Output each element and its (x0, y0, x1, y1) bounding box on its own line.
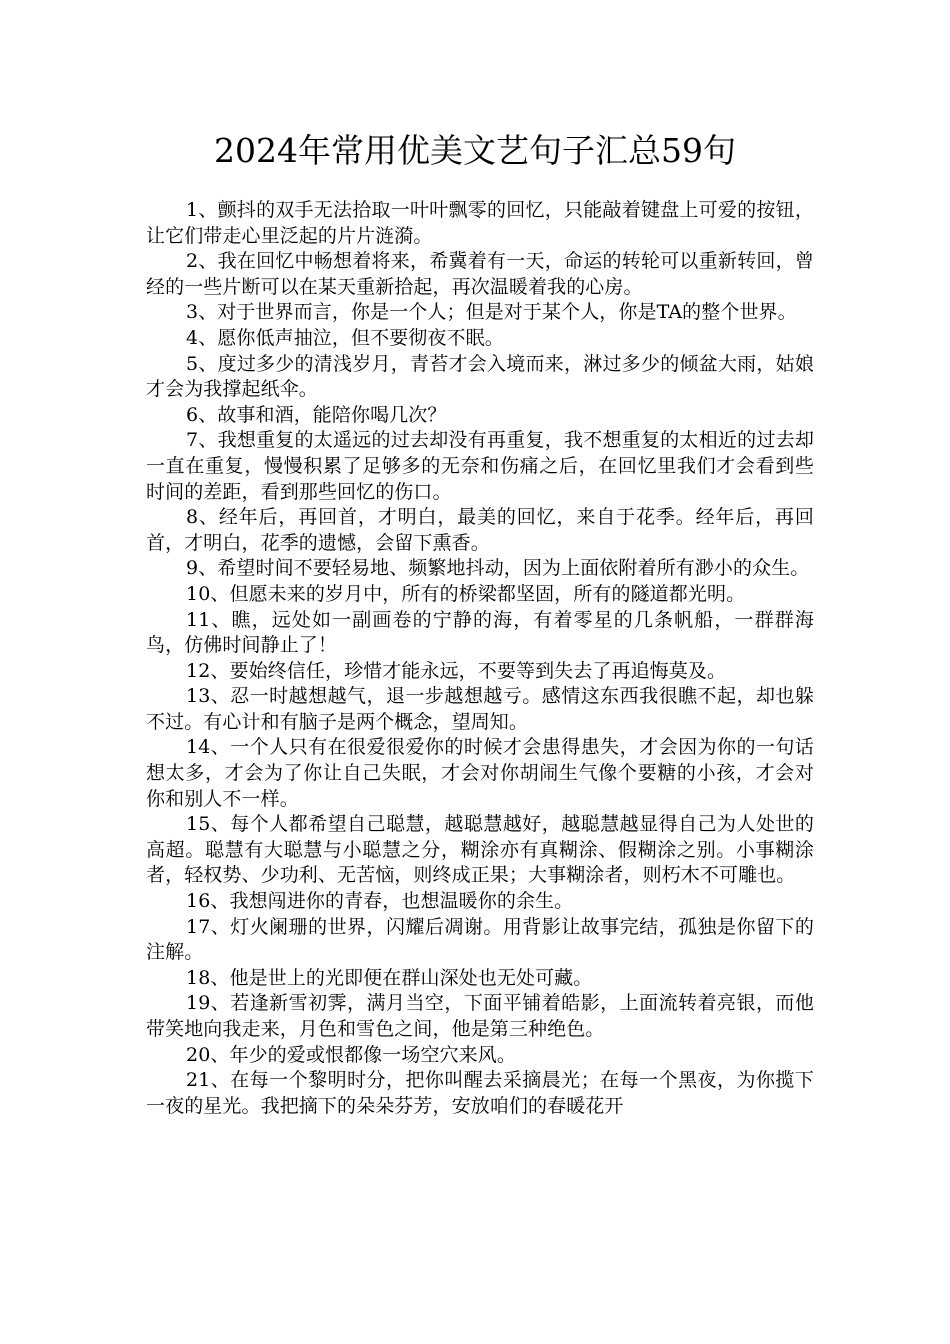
paragraph: 14、一个人只有在很爱很爱你的时候才会患得患失，才会因为你的一句话想太多，才会为了你让自己失眠，才会对你胡闹生气像个要糖的小孩，才会对你和别人不一样。 (146, 736, 814, 810)
paragraph: 11、瞧，远处如一副画卷的宁静的海，有着零星的几条帆船，一群群海鸟，仿佛时间静止了！ (146, 608, 814, 657)
paragraph: 10、但愿未来的岁月中，所有的桥梁都坚固，所有的隧道都光明。 (186, 582, 746, 605)
paragraph: 5、度过多少的清浅岁月，青苔才会入境而来，淋过多少的倾盆大雨，姑娘才会为我撑起纸伞。 (146, 352, 814, 401)
paragraph: 21、在每一个黎明时分，把你叫醒去采摘晨光；在每一个黑夜，为你揽下一夜的星光。我把摘下的朵朵芬芳，安放咱们的春暖花开 (146, 1069, 814, 1117)
paragraph: 6、故事和酒，能陪你喝几次？ (186, 403, 447, 426)
paragraph: 1、颤抖的双手无法拾取一叶叶飘零的回忆，只能敲着键盘上可爱的按钮，让它们带走心里泛起的片片涟漪。 (146, 199, 814, 247)
paragraph: 7、我想重复的太遥远的过去却没有再重复，我不想重复的太相近的过去却一直在重复，慢慢积累了足够多的无奈和伤痛之后，在回忆里我们才会看到些时间的差距，看到那些回忆的伤口。 (146, 429, 814, 503)
document-body (146, 198, 814, 1119)
paragraph: 8、经年后，再回首，才明白，最美的回忆，来自于花季。经年后，再回首，才明白，花季的遗憾，会留下熏香。 (146, 506, 814, 554)
paragraph: 16、我想闯进你的青春，也想温暖你的余生。 (186, 890, 574, 913)
paragraph: 17、灯火阑珊的世界，闪耀后凋谢。用背影让故事完结，孤独是你留下的注解。 (146, 915, 814, 964)
paragraph: 12、要始终信任，珍惜才能永远，不要等到失去了再追悔莫及。 (186, 659, 727, 682)
paragraph: 19、若逢新雪初霁，满月当空，下面平铺着皓影，上面流转着亮银，而他带笑地向我走来，月色和雪色之间，他是第三种绝色。 (146, 992, 814, 1040)
paragraph: 4、愿你低声抽泣，但不要彻夜不眠。 (186, 326, 504, 349)
paragraph: 15、每个人都希望自己聪慧，越聪慧越好，越聪慧越显得自己为人处世的高超。聪慧有大聪慧与小聪慧之分，糊涂亦有真糊涂、假糊涂之别。小事糊涂者，轻权势、少功利、无苦恼，则终成正果；大事糊涂者，则朽木不可雕也。 (146, 813, 814, 887)
paragraph: 13、忍一时越想越气，退一步越想越亏。感情这东西我很瞧不起，却也躲不过。有心计和有脑子是两个概念，望周知。 (146, 685, 814, 733)
paragraph: 2、我在回忆中畅想着将来，希冀着有一天，命运的转轮可以重新转回，曾经的一些片断可以在某天重新拾起，再次温暖着我的心房。 (146, 250, 814, 298)
paragraph: 18、他是世上的光即便在群山深处也无处可藏。 (186, 966, 593, 989)
paragraph: 9、希望时间不要轻易地、频繁地抖动，因为上面依附着所有渺小的众生。 (186, 557, 810, 580)
paragraph: 3、对于世界而言，你是一个人；但是对于某个人，你是TA的整个世界。 (186, 301, 797, 324)
document-title: 2024年常用优美文艺句子汇总59句 (214, 131, 736, 170)
paragraph: 20、年少的爱或恨都像一场空穴来风。 (186, 1043, 516, 1066)
